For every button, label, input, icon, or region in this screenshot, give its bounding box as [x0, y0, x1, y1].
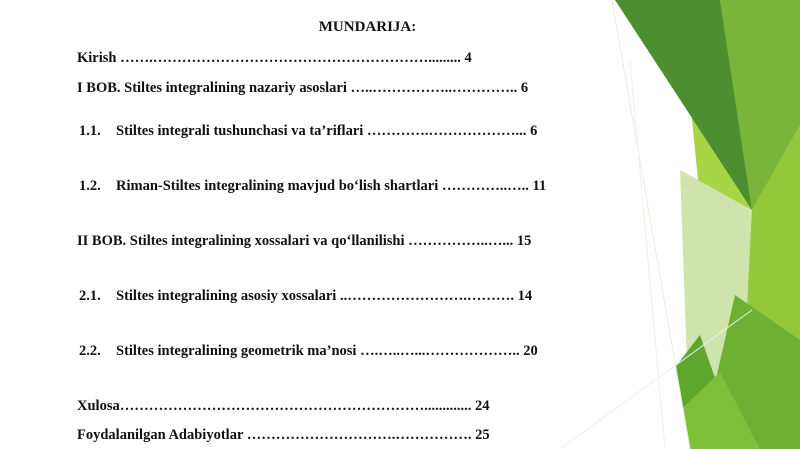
toc-entry-section-2-1 [79, 288, 532, 305]
toc-entry-text: Stiltes integralining asosiy xossalari ..…………………….………. [116, 288, 514, 304]
toc-entry-page: 11 [532, 178, 547, 194]
toc-entry-kirish [77, 50, 472, 67]
toc-entry-section-1-2 [79, 178, 546, 195]
toc-entry-number: 1.2. [79, 178, 101, 194]
toc-entry-text: Foydalanilgan Adabiyotlar ………………………….……………. [77, 427, 472, 443]
toc-entry-section-2-2 [79, 343, 538, 360]
toc-entry-chapter-2 [77, 233, 531, 250]
toc-entry-page: 6 [530, 123, 538, 139]
toc-entry-text: Kirish …….…………………………………………………......... [77, 50, 461, 66]
toc-entry-number: 2.1. [79, 288, 101, 304]
toc-entry-page: 14 [517, 288, 533, 304]
toc-entry-page: 4 [464, 50, 472, 66]
toc-entry-text: II BOB. Stiltes integralining xossalari va qo‘llanilishi ……………..…... [77, 233, 514, 249]
toc-entry-text: Xulosa………………………………………………………............. [77, 398, 472, 414]
toc-entry-chapter-1 [77, 80, 528, 97]
toc-entry-page: 24 [474, 398, 490, 414]
toc-entry-text: I BOB. Stiltes integralining nazariy asoslari …..……………..………….. [77, 80, 518, 96]
toc-entry-page: 25 [475, 427, 490, 443]
toc-entry-page: 6 [520, 80, 529, 96]
toc-entry-number: 2.2. [79, 343, 101, 359]
toc-entry-text: Riman-Stiltes integralining mavjud bo‘lish shartlari …………..….. [116, 178, 529, 194]
toc-entry-number: 1.1. [79, 123, 101, 139]
toc-entry-text: Stiltes integralining geometrik ma’nosi ….…..…...……………….. [116, 343, 520, 359]
toc-entry-page: 20 [523, 343, 538, 359]
toc-entry-text: Stiltes integrali tushunchasi va ta’riflari ………….………………... [116, 123, 527, 139]
toc-title: MUNDARIJA: [318, 19, 417, 35]
toc-entry-adabiyotlar [77, 427, 490, 444]
toc-entry-page: 15 [516, 233, 532, 249]
toc-entry-xulosa [77, 398, 489, 415]
toc-entry-section-1-1 [79, 123, 537, 140]
